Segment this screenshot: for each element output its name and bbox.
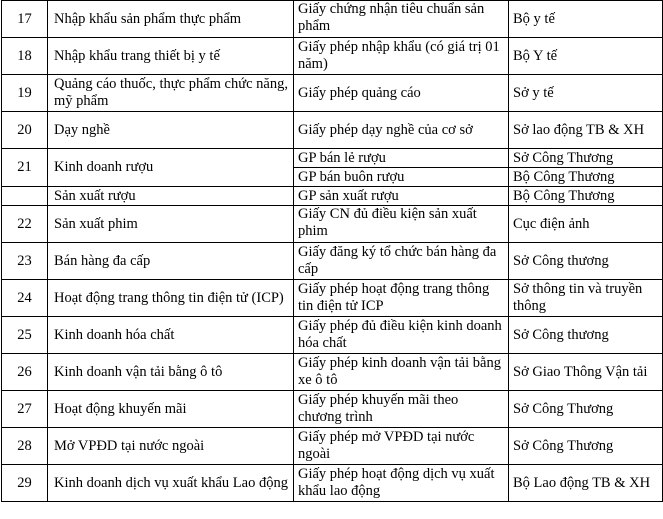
license-type: Giấy phép nhập khẩu (có giá trị 01 năm) <box>294 38 509 75</box>
row-number: 18 <box>2 38 48 75</box>
license-type: Giấy phép khuyến mãi theo chương trình <box>294 391 509 428</box>
row-number: 19 <box>2 75 48 112</box>
license-type: Giấy CN đủ điều kiện sản xuất phim <box>294 206 509 243</box>
row-number: 23 <box>2 243 48 280</box>
table-row <box>2 317 663 354</box>
license-type: Giấy phép quảng cáo <box>294 75 509 112</box>
issuing-authority: Sở Công Thương <box>509 149 663 168</box>
license-type: Giấy đăng ký tổ chức bán hàng đa cấp <box>294 243 509 280</box>
business-activity: Dạy nghề <box>48 112 294 149</box>
row-number: 29 <box>2 465 48 502</box>
table-row <box>2 112 663 149</box>
business-activity: Nhập khẩu trang thiết bị y tế <box>48 38 294 75</box>
license-type: GP bán buôn rượu <box>294 168 509 187</box>
row-number: 26 <box>2 354 48 391</box>
license-type: GP bán lẻ rượu <box>294 149 509 168</box>
issuing-authority: Cục điện ảnh <box>509 206 663 243</box>
row-number: 21 <box>2 149 48 187</box>
row-number: 20 <box>2 112 48 149</box>
license-type: Giấy phép hoạt động dịch vụ xuất khẩu lao động <box>294 465 509 502</box>
issuing-authority: Bộ Lao động TB & XH <box>509 465 663 502</box>
table-row <box>2 280 663 317</box>
table-row <box>2 187 663 206</box>
issuing-authority: Bộ Y tế <box>509 38 663 75</box>
issuing-authority: Sở Giao Thông Vận tải <box>509 354 663 391</box>
license-type: Giấy phép dạy nghề của cơ sở <box>294 112 509 149</box>
table-row <box>2 465 663 502</box>
business-activity: Kinh doanh rượu <box>48 149 294 187</box>
issuing-authority: Bộ Công Thương <box>509 187 663 206</box>
business-activity: Mở VPĐD tại nước ngoài <box>48 428 294 465</box>
row-number: 17 <box>2 1 48 38</box>
issuing-authority: Sở Công Thương <box>509 391 663 428</box>
business-activity: Nhập khẩu sản phẩm thực phẩm <box>48 1 294 38</box>
issuing-authority: Bộ y tế <box>509 1 663 38</box>
table-row <box>2 243 663 280</box>
business-activity: Kinh doanh vận tải bằng ô tô <box>48 354 294 391</box>
business-activity: Kinh doanh dịch vụ xuất khẩu Lao động <box>48 465 294 502</box>
issuing-authority: Sở y tế <box>509 75 663 112</box>
table-row <box>2 428 663 465</box>
license-type: GP sản xuất rượu <box>294 187 509 206</box>
issuing-authority: Sở thông tin và truyền thông <box>509 280 663 317</box>
row-number: 24 <box>2 280 48 317</box>
license-type: Giấy phép mở VPĐD tại nước ngoài <box>294 428 509 465</box>
license-type: Giấy phép hoạt động trang thông tin điện tử ICP <box>294 280 509 317</box>
row-number <box>2 187 48 206</box>
issuing-authority: Bộ Công Thương <box>509 168 663 187</box>
license-type: Giấy phép đủ điều kiện kinh doanh hóa chất <box>294 317 509 354</box>
row-number: 27 <box>2 391 48 428</box>
issuing-authority: Sở Công thương <box>509 317 663 354</box>
table-row <box>2 38 663 75</box>
issuing-authority: Sở Công Thương <box>509 428 663 465</box>
business-activity: Quảng cáo thuốc, thực phẩm chức năng, mỹ phẩm <box>48 75 294 112</box>
business-activity: Sản xuất rượu <box>48 187 294 206</box>
table-row <box>2 354 663 391</box>
license-table <box>1 0 663 502</box>
business-activity: Bán hàng đa cấp <box>48 243 294 280</box>
business-activity: Sản xuất phim <box>48 206 294 243</box>
table-row <box>2 1 663 38</box>
row-number: 25 <box>2 317 48 354</box>
business-activity: Kinh doanh hóa chất <box>48 317 294 354</box>
license-type: Giấy chứng nhận tiêu chuẩn sản phẩm <box>294 1 509 38</box>
row-number: 22 <box>2 206 48 243</box>
row-number: 28 <box>2 428 48 465</box>
business-activity: Hoạt động trang thông tin điện tử (ICP) <box>48 280 294 317</box>
license-type: Giấy phép kinh doanh vận tải bằng xe ô tô <box>294 354 509 391</box>
table-row <box>2 75 663 112</box>
issuing-authority: Sở Công thương <box>509 243 663 280</box>
issuing-authority: Sở lao động TB & XH <box>509 112 663 149</box>
table-row <box>2 391 663 428</box>
table-row <box>2 149 663 168</box>
business-activity: Hoạt động khuyến mãi <box>48 391 294 428</box>
table-row <box>2 206 663 243</box>
